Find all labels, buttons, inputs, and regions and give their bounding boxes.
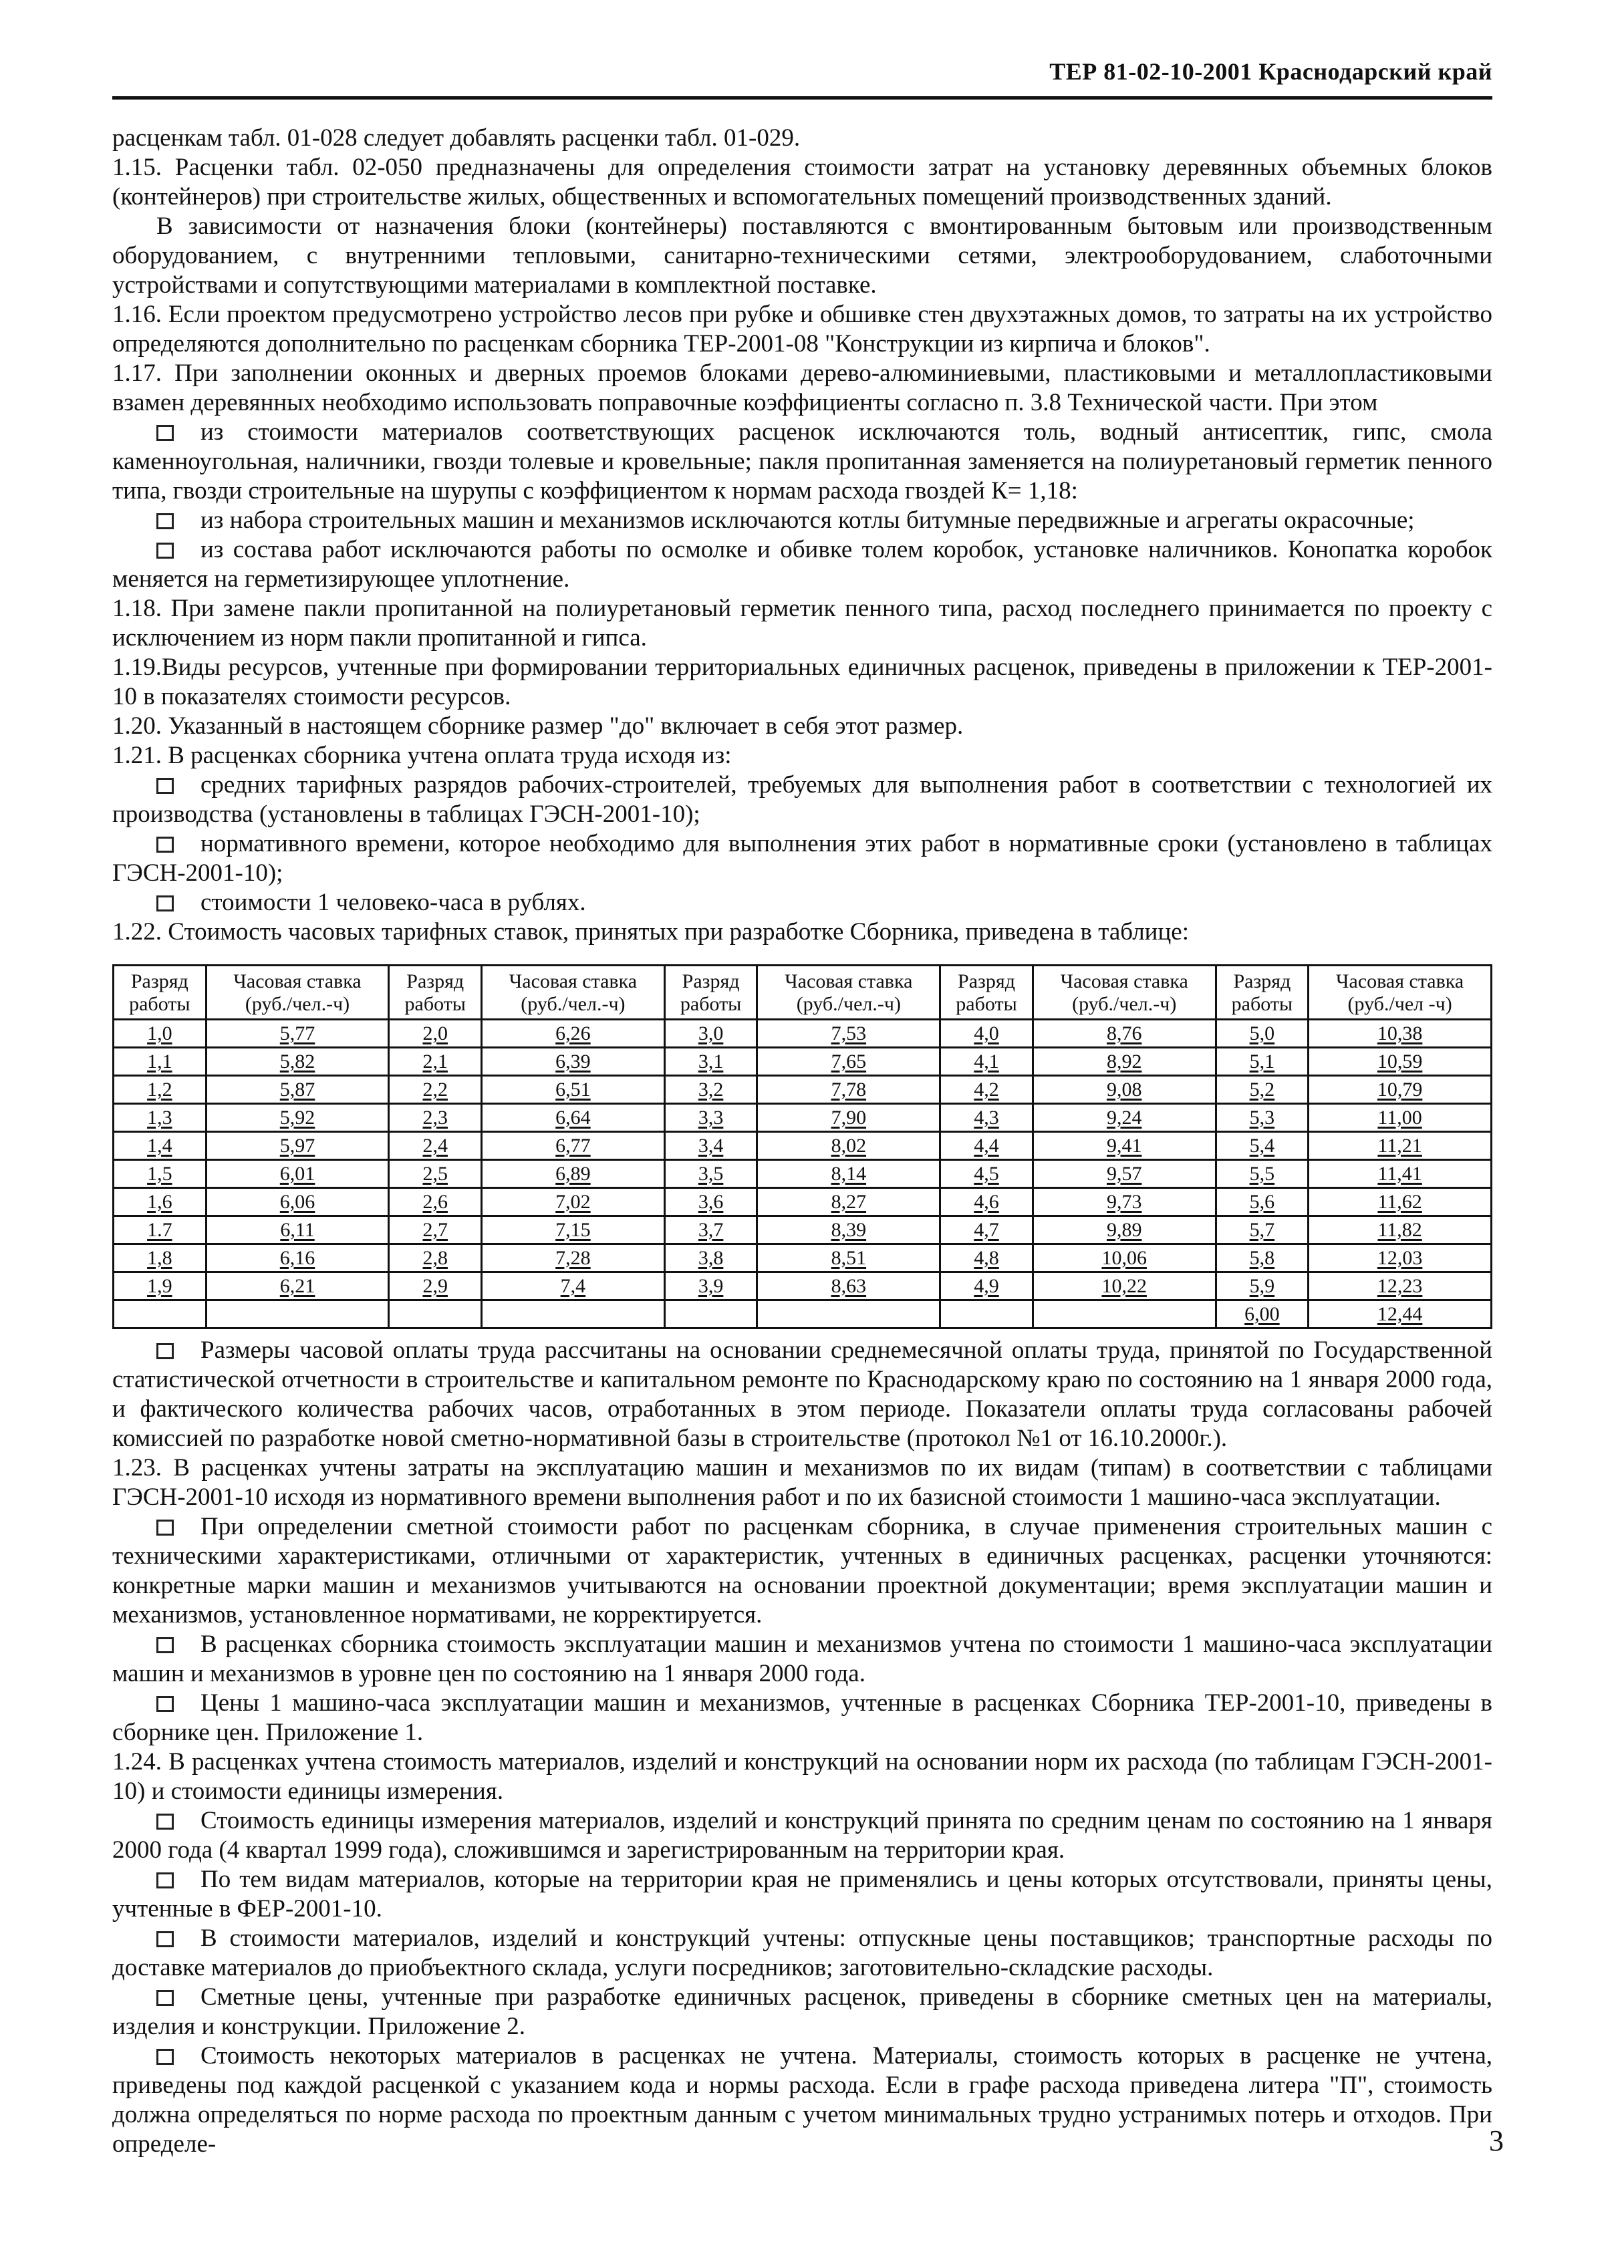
checkbox-bullet-icon (156, 1814, 174, 1830)
col-grade-header: Разряд работы (114, 966, 207, 1020)
paragraph-text: При определении сметной стоимости работ по расценкам сборника, в случае применения строительных машин с техническими характеристиками, отличными от характеристик, учтенных в единичных расценках, расценки уточняются: конкретные марки машин и механизмов учитываются на основании проектной документации; время эксплуатации машин и механизмов, установленное нормативами, не корректируется. (112, 1513, 1492, 1628)
grade-cell: 2,7 (389, 1216, 482, 1244)
paragraph: 1.19.Виды ресурсов, учтенные при формировании территориальных единичных расценок, приведены в приложении к ТЕР-2001-10 в показателях стоимости ресурсов. (112, 654, 1492, 710)
grade-cell (389, 1300, 482, 1328)
table-row (114, 1160, 1492, 1188)
paragraph: расценкам табл. 01-028 следует добавлять расценки табл. 01-029. (112, 124, 801, 152)
col-rate-header: Часовая ставка (руб./чел.-ч) (482, 966, 665, 1020)
grade-cell: 3,5 (664, 1160, 757, 1188)
paragraph-text: из состава работ исключаются работы по осмолке и обивке толем коробок, установке наличников. Конопатка коробок меняется на герметизирующее уплотнение. (112, 536, 1492, 593)
paragraph-text: Сметные цены, учтенные при разработке единичных расценок, приведены в сборнике сметных цен на материалы, изделия и конструкции. Приложение 2. (112, 1983, 1492, 2040)
grade-cell: 2,8 (389, 1244, 482, 1272)
paragraph-text: Стоимость единицы измерения материалов, изделий и конструкций принята по средним ценам по состоянию на 1 января 2000 года (4 квартал 1999 года), сложившимся и зарегистрированным на территории края. (112, 1807, 1492, 1864)
grade-cell: 1,3 (114, 1104, 207, 1132)
rate-cell: 7,90 (757, 1104, 940, 1132)
grade-cell (114, 1300, 207, 1328)
grade-cell: 4,8 (940, 1244, 1033, 1272)
checkbox-bullet-icon (156, 1990, 174, 2006)
text-block-top (112, 124, 1492, 947)
grade-cell: 2,3 (389, 1104, 482, 1132)
bullet-paragraph (112, 1983, 1492, 2041)
grade-cell: 1,6 (114, 1188, 207, 1216)
table-row (114, 1020, 1492, 1048)
rate-cell: 7,15 (482, 1216, 665, 1244)
bullet-paragraph (112, 1806, 1492, 1865)
rate-cell: 6,16 (206, 1244, 389, 1272)
rate-cell: 11,41 (1309, 1160, 1492, 1188)
document-code: ТЕР 81-02-10-2001 Краснодарский край (1049, 58, 1492, 85)
col-rate-header: Часовая ставка (руб./чел -ч) (1309, 966, 1492, 1020)
paragraph-text: средних тарифных разрядов рабочих-строителей, требуемых для выполнения работ в соответствии с технологией их производства (установлены в таблицах ГЭСН-2001-10); (112, 771, 1492, 828)
checkbox-bullet-icon (156, 2049, 174, 2065)
checkbox-bullet-icon (156, 425, 174, 441)
rate-cell (206, 1300, 389, 1328)
grade-cell: 4,9 (940, 1272, 1033, 1300)
checkbox-bullet-icon (156, 1931, 174, 1947)
checkbox-bullet-icon (156, 543, 174, 559)
rate-cell: 8,92 (1033, 1048, 1216, 1076)
rate-cell: 8,51 (757, 1244, 940, 1272)
grade-cell: 2,5 (389, 1160, 482, 1188)
grade-cell: 3,2 (664, 1076, 757, 1104)
grade-cell: 5,9 (1216, 1272, 1309, 1300)
grade-cell: 5,4 (1216, 1132, 1309, 1160)
paragraph: 1.21. В расценках сборника учтена оплата труда исходя из: (112, 742, 732, 769)
rate-cell: 8,14 (757, 1160, 940, 1188)
checkbox-bullet-icon (156, 895, 174, 911)
rate-cell: 11,82 (1309, 1216, 1492, 1244)
rate-cell: 5,77 (206, 1020, 389, 1048)
rate-cell: 10,79 (1309, 1076, 1492, 1104)
rate-cell: 6,77 (482, 1132, 665, 1160)
grade-cell: 2,6 (389, 1188, 482, 1216)
grade-cell: 1,5 (114, 1160, 207, 1188)
grade-cell: 4,5 (940, 1160, 1033, 1188)
paragraph: 1.22. Стоимость часовых тарифных ставок, принятых при разработке Сборника, приведена в таблице: (112, 918, 1189, 946)
checkbox-bullet-icon (156, 1696, 174, 1712)
grade-cell (940, 1300, 1033, 1328)
grade-cell: 3,1 (664, 1048, 757, 1076)
grade-cell: 1.7 (114, 1216, 207, 1244)
paragraph-text: стоимости 1 человеко-часа в рублях. (200, 889, 586, 916)
grade-cell: 3,3 (664, 1104, 757, 1132)
grade-cell: 4,3 (940, 1104, 1033, 1132)
col-grade-header: Разряд работы (1216, 966, 1309, 1020)
checkbox-bullet-icon (156, 1520, 174, 1536)
grade-cell: 5,0 (1216, 1020, 1309, 1048)
grade-cell: 1,8 (114, 1244, 207, 1272)
rate-cell: 6,64 (482, 1104, 665, 1132)
rate-cell: 9,24 (1033, 1104, 1216, 1132)
rate-cell: 7,53 (757, 1020, 940, 1048)
rate-cell: 5,87 (206, 1076, 389, 1104)
rate-cell: 6,51 (482, 1076, 665, 1104)
bullet-paragraph (112, 1630, 1492, 1689)
rate-cell: 8,27 (757, 1188, 940, 1216)
grade-cell: 5,1 (1216, 1048, 1309, 1076)
paragraph-text: По тем видам материалов, которые на территории края не применялись и цены которых отсутствовали, приняты цены, учтенные в ФЕР-2001-10. (112, 1866, 1492, 1923)
rate-cell: 6,11 (206, 1216, 389, 1244)
rate-cell: 10,59 (1309, 1048, 1492, 1076)
col-grade-header: Разряд работы (664, 966, 757, 1020)
grade-cell: 1,0 (114, 1020, 207, 1048)
grade-cell: 5,6 (1216, 1188, 1309, 1216)
grade-cell: 2,2 (389, 1076, 482, 1104)
grade-cell: 5,7 (1216, 1216, 1309, 1244)
rate-cell: 8,39 (757, 1216, 940, 1244)
rate-cell: 12,03 (1309, 1244, 1492, 1272)
rate-cell: 10,06 (1033, 1244, 1216, 1272)
grade-cell: 4,4 (940, 1132, 1033, 1160)
table-body (114, 1020, 1492, 1328)
bullet-paragraph (112, 829, 1492, 888)
rate-cell: 6,21 (206, 1272, 389, 1300)
rate-cell: 8,63 (757, 1272, 940, 1300)
grade-cell: 2,1 (389, 1048, 482, 1076)
checkbox-bullet-icon (156, 837, 174, 853)
col-grade-header: Разряд работы (389, 966, 482, 1020)
grade-cell (664, 1300, 757, 1328)
bullet-paragraph (112, 1512, 1492, 1630)
grade-cell: 3,8 (664, 1244, 757, 1272)
table-row (114, 1244, 1492, 1272)
grade-cell: 4,7 (940, 1216, 1033, 1244)
rate-cell: 7,4 (482, 1272, 665, 1300)
grade-cell: 4,1 (940, 1048, 1033, 1076)
bullet-paragraph (112, 1336, 1492, 1453)
hourly-rate-table (112, 964, 1492, 1329)
rate-cell: 5,97 (206, 1132, 389, 1160)
grade-cell: 4,0 (940, 1020, 1033, 1048)
checkbox-bullet-icon (156, 1637, 174, 1653)
rate-cell: 6,01 (206, 1160, 389, 1188)
grade-cell: 1,4 (114, 1132, 207, 1160)
rate-cell: 5,82 (206, 1048, 389, 1076)
grade-cell: 1,1 (114, 1048, 207, 1076)
grade-cell: 3,4 (664, 1132, 757, 1160)
rate-cell: 7,65 (757, 1048, 940, 1076)
col-rate-header: Часовая ставка (руб./чел.-ч) (1033, 966, 1216, 1020)
bullet-paragraph (112, 888, 1492, 917)
bullet-paragraph (112, 770, 1492, 829)
paragraph-text: Цены 1 машино-часа эксплуатации машин и механизмов, учтенные в расценках Сборника ТЕР-2001-10, приведены в сборнике цен. Приложение 1. (112, 1689, 1492, 1746)
rate-cell: 6,26 (482, 1020, 665, 1048)
rate-cell: 11,00 (1309, 1104, 1492, 1132)
grade-cell: 2,4 (389, 1132, 482, 1160)
grade-cell: 4,2 (940, 1076, 1033, 1104)
document-body (112, 124, 1492, 2159)
grade-cell: 3,7 (664, 1216, 757, 1244)
grade-cell: 5,5 (1216, 1160, 1309, 1188)
rate-cell: 7,78 (757, 1076, 940, 1104)
checkbox-bullet-icon (156, 778, 174, 794)
grade-cell: 6,00 (1216, 1300, 1309, 1328)
paragraph-text: Стоимость некоторых материалов в расценках не учтена. Материалы, стоимость которых в расценке не учтена, приведены под каждой расценкой с указанием кода и нормы расхода. Если в графе расхода приведена литера "П", стоимость должна определяться по норме расхода по проектным данным с учетом минимальных трудно устранимых потерь и отходов. При определе- (112, 2042, 1492, 2158)
grade-cell: 5,3 (1216, 1104, 1309, 1132)
table-row (114, 1048, 1492, 1076)
page-number: 3 (1489, 2124, 1504, 2157)
bullet-paragraph (112, 1924, 1492, 1983)
grade-cell: 1,9 (114, 1272, 207, 1300)
grade-cell: 2,9 (389, 1272, 482, 1300)
rate-cell: 12,44 (1309, 1300, 1492, 1328)
rate-cell: 11,21 (1309, 1132, 1492, 1160)
table-row (114, 1076, 1492, 1104)
checkbox-bullet-icon (156, 1343, 174, 1359)
col-rate-header: Часовая ставка (руб./чел.-ч) (757, 966, 940, 1020)
rate-cell: 7,02 (482, 1188, 665, 1216)
page-header (112, 52, 1492, 100)
rate-cell: 6,89 (482, 1160, 665, 1188)
paragraph-text: из набора строительных машин и механизмов исключаются котлы битумные передвижные и агрегаты окрасочные; (200, 507, 1415, 534)
grade-cell: 5,8 (1216, 1244, 1309, 1272)
paragraph: 1.16. Если проектом предусмотрено устройство лесов при рубке и обшивке стен двухэтажных домов, то затраты на их устройство определяются дополнительно по расценкам сборника ТЕР-2001-08 "Конструкции из кирпича и блоков". (112, 301, 1492, 358)
bullet-paragraph (112, 418, 1492, 506)
rate-cell: 9,41 (1033, 1132, 1216, 1160)
rate-cell: 7,28 (482, 1244, 665, 1272)
grade-cell: 4,6 (940, 1188, 1033, 1216)
grade-cell: 3,9 (664, 1272, 757, 1300)
text-block-bottom (112, 1336, 1492, 2159)
paragraph: В зависимости от назначения блоки (контейнеры) поставляются с вмонтированным бытовым или производственным оборудованием, с внутренними тепловыми, санитарно-техническими сетями, электрооборудованием, слаботочными устройствами и сопутствующими материалами в комплектной поставке. (112, 212, 1492, 299)
bullet-paragraph (112, 1865, 1492, 1924)
grade-cell: 3,0 (664, 1020, 757, 1048)
paragraph-text: из стоимости материалов соответствующих расценок исключаются толь, водный антисептик, гипс, смола каменноугольная, наличники, гвозди толевые и кровельные; пакля пропитанная заменяется на полиуретановый герметик пенного типа, гвозди строительные на шурупы с коэффициентом к нормам расхода гвоздей К= 1,18: (112, 418, 1492, 505)
paragraph-text: нормативного времени, которое необходимо для выполнения этих работ в нормативные сроки (установлено в таблицах ГЭСН-2001-10); (112, 830, 1492, 887)
rate-cell: 8,02 (757, 1132, 940, 1160)
paragraph: 1.17. При заполнении оконных и дверных проемов блоками дерево-алюминиевыми, пластиковыми и металлопластиковыми взамен деревянных необходимо использовать поправочные коэффициенты согласно п. 3.8 Технической части. При этом (112, 360, 1492, 416)
rate-cell: 6,39 (482, 1048, 665, 1076)
grade-cell: 5,2 (1216, 1076, 1309, 1104)
rate-cell (1033, 1300, 1216, 1328)
paragraph: 1.20. Указанный в настоящем сборнике размер "до" включает в себя этот размер. (112, 712, 964, 740)
grade-cell: 1,2 (114, 1076, 207, 1104)
rate-cell: 10,38 (1309, 1020, 1492, 1048)
bullet-paragraph (112, 1689, 1492, 1747)
rate-cell: 11,62 (1309, 1188, 1492, 1216)
paragraph-text: Размеры часовой оплаты труда рассчитаны на основании среднемесячной оплаты труда, принятой по Государственной статистической отчетности в строительстве и капитальном ремонте по Краснодарскому краю по состоянию на 1 января 2000 года, и фактического количества рабочих часов, отработанных в этом периоде. Показатели оплаты труда согласованы рабочей комиссией по разработке новой сметно-нормативной базы в строительстве (протокол №1 от 16.10.2000г.). (112, 1336, 1492, 1452)
rate-cell: 5,92 (206, 1104, 389, 1132)
table-row (114, 1272, 1492, 1300)
paragraph: 1.18. При замене пакли пропитанной на полиуретановый герметик пенного типа, расход последнего принимается по проекту с исключением из норм пакли пропитанной и гипса. (112, 595, 1492, 652)
paragraph: 1.15. Расценки табл. 02-050 предназначены для определения стоимости затрат на установку деревянных объемных блоков (контейнеров) при строительстве жилых, общественных и вспомогательных помещений производственных зданий. (112, 154, 1492, 210)
rate-cell (482, 1300, 665, 1328)
rate-cell: 9,89 (1033, 1216, 1216, 1244)
col-grade-header: Разряд работы (940, 966, 1033, 1020)
rate-cell: 8,76 (1033, 1020, 1216, 1048)
bullet-paragraph (112, 535, 1492, 594)
rate-cell: 9,73 (1033, 1188, 1216, 1216)
paragraph: 1.24. В расценках учтена стоимость материалов, изделий и конструкций на основании норм их расхода (по таблицам ГЭСН-2001-10) и стоимости единицы измерения. (112, 1748, 1492, 1805)
grade-cell: 2,0 (389, 1020, 482, 1048)
table-row (114, 1216, 1492, 1244)
paragraph-text: В расценках сборника стоимость эксплуатации машин и механизмов учтена по стоимости 1 машино-часа эксплуатации машин и механизмов в уровне цен по состоянию на 1 января 2000 года. (112, 1631, 1492, 1687)
rate-cell: 10,22 (1033, 1272, 1216, 1300)
paragraph: 1.23. В расценках учтены затраты на эксплуатацию машин и механизмов по их видам (типам) в соответствии с таблицами ГЭСН-2001-10 исходя из нормативного времени выполнения работ и по их базисной стоимости 1 машино-часа эксплуатации. (112, 1454, 1492, 1511)
rate-cell: 9,08 (1033, 1076, 1216, 1104)
grade-cell: 3,6 (664, 1188, 757, 1216)
bullet-paragraph (112, 2041, 1492, 2159)
table-row (114, 1104, 1492, 1132)
table-header-row (114, 966, 1492, 1020)
table-row (114, 1132, 1492, 1160)
table-row (114, 1188, 1492, 1216)
col-rate-header: Часовая ставка (руб./чел.-ч) (206, 966, 389, 1020)
paragraph-text: В стоимости материалов, изделий и конструкций учтены: отпускные цены поставщиков; транспортные расходы по доставке материалов до приобъектного склада, услуги посредников; заготовительно-складские расходы. (112, 1925, 1492, 1981)
rate-cell: 6,06 (206, 1188, 389, 1216)
checkbox-bullet-icon (156, 513, 174, 529)
table-row (114, 1300, 1492, 1328)
checkbox-bullet-icon (156, 1872, 174, 1888)
rate-cell: 12,23 (1309, 1272, 1492, 1300)
rate-cell: 9,57 (1033, 1160, 1216, 1188)
rate-cell (757, 1300, 940, 1328)
bullet-paragraph (112, 506, 1492, 535)
